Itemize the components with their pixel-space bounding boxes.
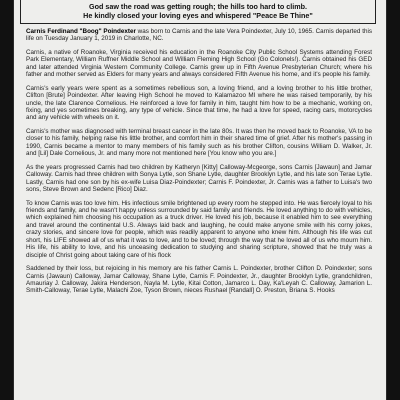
paragraph-early-years: Carnis's early years were spent as a sometimes rebellious son, a loving friend, and a loving brother to his little brother, Clifton [Brute] Poindexter. After leaving High School he moved to Kalamazoo MI where he was raised temporarily, by his uncle, the late Clarence Cornelious. He reinforced a love for family in him, taught him how to be a mechanic, working on, fixing, and yes sometimes breaking, any type of vehicle. Since that time, he had a love for speed, racing cars, motorcycles and any vehicle with wheels on it. bbox=[26, 84, 372, 122]
deceased-name: Carnis Ferdinand "Boog" Poindexter bbox=[26, 28, 136, 35]
birth-text: was born to Carnis and the late Vera Poindexter, July 10, 1965. Carnis departed this life on Tuesday January 1, 2019 in Charlotte, NC. bbox=[26, 28, 372, 43]
paragraph-children: As the years progressed Carnis had two children by Katheryn [Kitty] Calloway-Mcgeorge, sons Carnis [Jawaun] and Jamar Calloway. Carnis had three children with Sonya Lytle, son Shane Lytle, daughter Brooklyn Lytle, and his late son Terae Lytle. Lastly, Carnis had one son by his ex-wife Luisa Diaz-Poindexter; Carnis F. Poindexter, Jr. Carnis was a father to Luisa's two sons, Steve Brown and Sedenc [Rico] Diaz. bbox=[26, 163, 372, 194]
paragraph-education: Carnis, a native of Roanoke, Virginia received his education in the Roanoke City Public School Systems attending Forest Park Elementary, William Ruffner Middle School and William Fleming High School (Go Colonels!). Carnis obtained his GED and later attended Virginia Western Community College. Carnis grew up in Fifth Avenue Presbyterian Church; where his father and mother served as Elders for many years and always considered Fifth Avenue his home, and it's people his family. bbox=[26, 49, 372, 79]
quote-line-2: He kindly closed your loving eyes and whispered "Peace Be Thine" bbox=[83, 11, 313, 20]
obituary-page bbox=[14, 0, 386, 400]
memorial-quote-box bbox=[20, 0, 376, 24]
quote-line-1: God saw the road was getting rough; the hills too hard to climb. bbox=[88, 2, 308, 11]
paragraph-character: To know Carnis was too love him. His infectious smile brightened up every room he stepped into. He was fiercely loyal to his friends and family, and he wasn't happy unless surrounded by said family and friends. He loved anything to do with vehicles, which explained him choosing his occupation as a truck driver. He loved his job, because it enabled him to see everything and travel around the continental U.S. Always laid back and laughing, he could make anyone smile with his corny jokes, crazy stories, and sincere love for people, which was readily apparent to anyone who knew him. Although his life was cut short, his LIFE showed all of us what it was to love, and to be loved; through the way that he loved all of us who mourn him. His life, his ability to love, and his unceasing dedication to studying and sharing scripture, showed that he truly was a disciple of Christ going about taking care of his flock bbox=[26, 199, 372, 259]
paragraph-mother: Carnis's mother was diagnosed with terminal breast cancer in the late 80s. It was then he moved back to Roanoke, VA to be closer to his family, helping raise his little brother, and comfort him in their shared time of grief. After his mother's passing in 1990, Carnis became a mentor to many members of his family such as his brother Clifton, cousins William D. Walker, Jr. and [Lil] Dale Cornelious, Jr. and many more not mentioned here [You know who you are.] bbox=[26, 128, 372, 158]
obituary-text bbox=[14, 24, 386, 295]
paragraph-survivors: Saddened by their loss, but rejoicing in his memory are his father Carnis L. Poindexter, brother Clifton D. Poindexter; sons Carnis (Jawaun) Calloway, Jamar Calloway, Shane Lytle, Carnis F. Poindexter, Jr., daughter Brooklyn Lytle, grandchildren, Amauriay J. Calloway, Jakira Henderson, Nayla M. Lytle, Kitai Cotton, Jamarco L. Day, Ka'Leyah C. Calloway, Jamarion L. Smith-Calloway, Terae Lytle, Malachi Zoe, Tyson Brown, nieces Rushael [Randall] O. Preston, Briana S. Hooks bbox=[26, 265, 372, 295]
paragraph-birth bbox=[26, 28, 372, 43]
